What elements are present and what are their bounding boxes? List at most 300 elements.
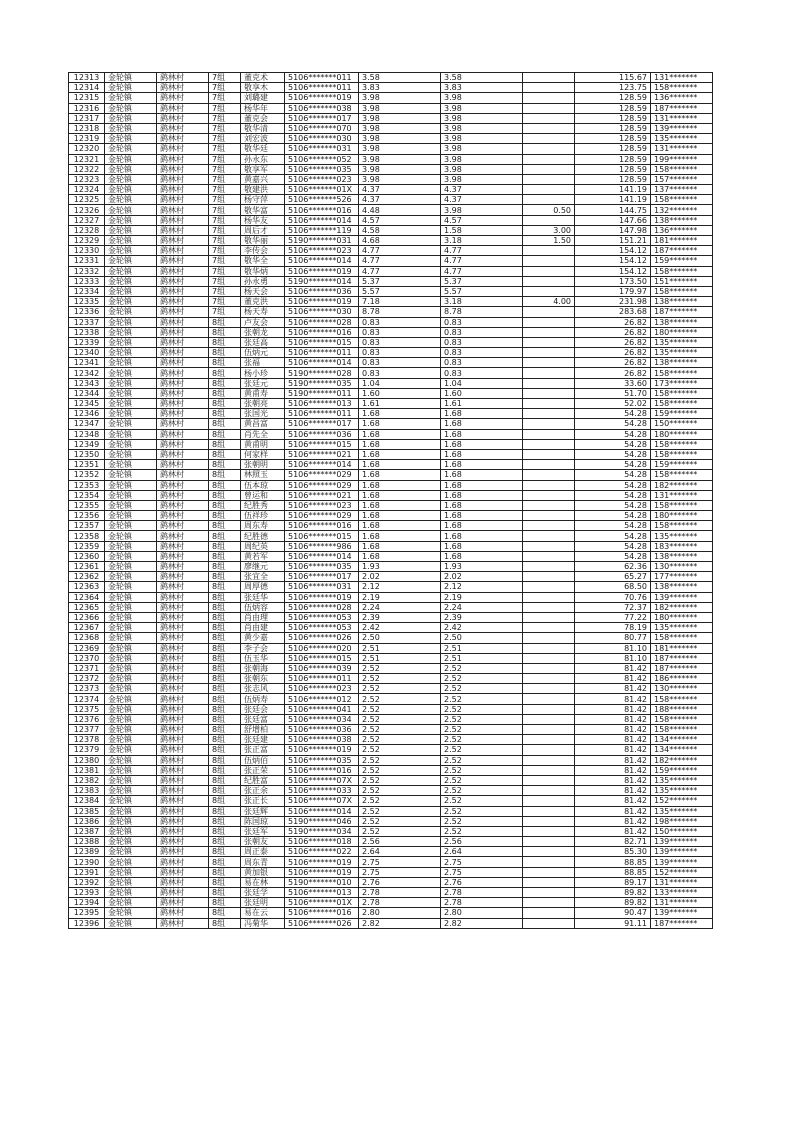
value-a-cell: 4.37 <box>441 195 523 205</box>
town-cell: 金轮镇 <box>105 816 157 826</box>
name-cell: 黄昌富 <box>241 419 285 429</box>
value-total-cell: 2.52 <box>359 714 441 724</box>
value-a-cell: 5.57 <box>441 286 523 296</box>
village-cell: 鹞林村 <box>157 205 209 215</box>
name-cell: 杨华年 <box>241 103 285 113</box>
town-cell: 金轮镇 <box>105 246 157 256</box>
row-number-cell: 12345 <box>69 399 105 409</box>
village-cell: 鹞林村 <box>157 307 209 317</box>
value-a-cell: 3.18 <box>441 297 523 307</box>
table-body <box>69 73 713 929</box>
row-number-cell: 12382 <box>69 775 105 785</box>
value-total-cell: 2.52 <box>359 796 441 806</box>
name-cell: 黄嘉兴 <box>241 174 285 184</box>
name-cell: 肖由建 <box>241 623 285 633</box>
id-number-cell: 5106*******07X <box>285 796 359 806</box>
group-cell: 8组 <box>209 388 241 398</box>
village-cell: 鹞林村 <box>157 786 209 796</box>
table-row <box>69 531 713 541</box>
group-cell: 8组 <box>209 409 241 419</box>
name-cell: 孙永东 <box>241 154 285 164</box>
amount-cell: 81.10 <box>575 653 651 663</box>
value-b-cell <box>523 490 575 500</box>
value-total-cell: 0.83 <box>359 327 441 337</box>
phone-cell: 135******* <box>651 337 713 347</box>
table-row <box>69 674 713 684</box>
village-cell: 鹞林村 <box>157 888 209 898</box>
table-row <box>69 123 713 133</box>
table-row <box>69 888 713 898</box>
value-total-cell: 4.77 <box>359 266 441 276</box>
table-row <box>69 918 713 928</box>
value-a-cell: 1.04 <box>441 378 523 388</box>
value-a-cell: 3.98 <box>441 144 523 154</box>
id-number-cell: 5106*******023 <box>285 246 359 256</box>
town-cell: 金轮镇 <box>105 602 157 612</box>
town-cell: 金轮镇 <box>105 266 157 276</box>
town-cell: 金轮镇 <box>105 775 157 785</box>
id-number-cell: 5106*******011 <box>285 83 359 93</box>
row-number-cell: 12332 <box>69 266 105 276</box>
table-row <box>69 266 713 276</box>
village-cell: 鹞林村 <box>157 225 209 235</box>
village-cell: 鹞林村 <box>157 684 209 694</box>
phone-cell: 135******* <box>651 623 713 633</box>
table-row <box>69 236 713 246</box>
town-cell: 金轮镇 <box>105 643 157 653</box>
group-cell: 7组 <box>209 123 241 133</box>
value-a-cell: 1.68 <box>441 409 523 419</box>
row-number-cell: 12366 <box>69 612 105 622</box>
amount-cell: 144.75 <box>575 205 651 215</box>
value-b-cell <box>523 511 575 521</box>
group-cell: 8组 <box>209 786 241 796</box>
phone-cell: 158******* <box>651 694 713 704</box>
value-b-cell <box>523 266 575 276</box>
value-b-cell <box>523 918 575 928</box>
village-cell: 鹞林村 <box>157 195 209 205</box>
group-cell: 8组 <box>209 633 241 643</box>
id-number-cell: 5106*******016 <box>285 327 359 337</box>
id-number-cell: 5106*******033 <box>285 786 359 796</box>
row-number-cell: 12330 <box>69 246 105 256</box>
id-number-cell: 5190*******034 <box>285 826 359 836</box>
table-row <box>69 500 713 510</box>
value-total-cell: 3.83 <box>359 83 441 93</box>
village-cell: 鹞林村 <box>157 154 209 164</box>
id-number-cell: 5190*******031 <box>285 236 359 246</box>
amount-cell: 89.17 <box>575 877 651 887</box>
phone-cell: 139******* <box>651 592 713 602</box>
value-a-cell: 2.19 <box>441 592 523 602</box>
table-row <box>69 643 713 653</box>
table-row <box>69 449 713 459</box>
row-number-cell: 12338 <box>69 327 105 337</box>
amount-cell: 81.42 <box>575 755 651 765</box>
village-cell: 鹞林村 <box>157 317 209 327</box>
amount-cell: 115.67 <box>575 73 651 83</box>
value-a-cell: 1.68 <box>441 439 523 449</box>
value-a-cell: 1.61 <box>441 399 523 409</box>
village-cell: 鹞林村 <box>157 460 209 470</box>
name-cell: 敬享军 <box>241 164 285 174</box>
name-cell: 刘璐建 <box>241 93 285 103</box>
value-b-cell <box>523 775 575 785</box>
row-number-cell: 12355 <box>69 500 105 510</box>
town-cell: 金轮镇 <box>105 908 157 918</box>
table-row <box>69 388 713 398</box>
row-number-cell: 12359 <box>69 541 105 551</box>
village-cell: 鹞林村 <box>157 602 209 612</box>
id-number-cell: 5106*******119 <box>285 225 359 235</box>
id-number-cell: 5106*******031 <box>285 582 359 592</box>
table-row <box>69 511 713 521</box>
table-row <box>69 725 713 735</box>
phone-cell: 182******* <box>651 480 713 490</box>
id-number-cell: 5106*******028 <box>285 602 359 612</box>
id-number-cell: 5106*******526 <box>285 195 359 205</box>
table-row <box>69 103 713 113</box>
village-cell: 鹞林村 <box>157 174 209 184</box>
name-cell: 陈国琼 <box>241 816 285 826</box>
row-number-cell: 12347 <box>69 419 105 429</box>
value-total-cell: 2.52 <box>359 704 441 714</box>
id-number-cell: 5106*******019 <box>285 266 359 276</box>
id-number-cell: 5106*******986 <box>285 541 359 551</box>
value-a-cell: 2.52 <box>441 826 523 836</box>
table-row <box>69 399 713 409</box>
id-number-cell: 5106*******035 <box>285 562 359 572</box>
id-number-cell: 5106*******041 <box>285 704 359 714</box>
table-row <box>69 694 713 704</box>
group-cell: 8组 <box>209 877 241 887</box>
amount-cell: 88.85 <box>575 857 651 867</box>
row-number-cell: 12373 <box>69 684 105 694</box>
village-cell: 鹞林村 <box>157 511 209 521</box>
amount-cell: 81.10 <box>575 643 651 653</box>
id-number-cell: 5190*******028 <box>285 368 359 378</box>
amount-cell: 81.42 <box>575 796 651 806</box>
village-cell: 鹞林村 <box>157 449 209 459</box>
table-row <box>69 847 713 857</box>
phone-cell: 187******* <box>651 653 713 663</box>
town-cell: 金轮镇 <box>105 694 157 704</box>
amount-cell: 62.36 <box>575 562 651 572</box>
table-row <box>69 337 713 347</box>
value-a-cell: 2.52 <box>441 704 523 714</box>
group-cell: 8组 <box>209 796 241 806</box>
name-cell: 董克会 <box>241 113 285 123</box>
row-number-cell: 12316 <box>69 103 105 113</box>
amount-cell: 283.68 <box>575 307 651 317</box>
amount-cell: 128.59 <box>575 154 651 164</box>
name-cell: 杨华友 <box>241 215 285 225</box>
name-cell: 肖先全 <box>241 429 285 439</box>
row-number-cell: 12353 <box>69 480 105 490</box>
row-number-cell: 12348 <box>69 429 105 439</box>
town-cell: 金轮镇 <box>105 123 157 133</box>
id-number-cell: 5106*******029 <box>285 480 359 490</box>
group-cell: 7组 <box>209 103 241 113</box>
name-cell: 冯菊华 <box>241 918 285 928</box>
group-cell: 8组 <box>209 551 241 561</box>
village-cell: 鹞林村 <box>157 368 209 378</box>
amount-cell: 128.59 <box>575 113 651 123</box>
name-cell: 张正荣 <box>241 765 285 775</box>
value-a-cell: 2.52 <box>441 735 523 745</box>
value-a-cell: 3.98 <box>441 164 523 174</box>
id-number-cell: 5106*******019 <box>285 592 359 602</box>
id-number-cell: 5106*******028 <box>285 317 359 327</box>
row-number-cell: 12384 <box>69 796 105 806</box>
amount-cell: 81.42 <box>575 826 651 836</box>
value-b-cell <box>523 888 575 898</box>
table-row <box>69 521 713 531</box>
group-cell: 7组 <box>209 215 241 225</box>
value-b-cell <box>523 725 575 735</box>
id-number-cell: 5106*******053 <box>285 612 359 622</box>
row-number-cell: 12352 <box>69 470 105 480</box>
row-number-cell: 12354 <box>69 490 105 500</box>
value-total-cell: 1.68 <box>359 449 441 459</box>
value-b-cell: 4.00 <box>523 297 575 307</box>
name-cell: 董克术 <box>241 73 285 83</box>
id-number-cell: 5106*******039 <box>285 663 359 673</box>
phone-cell: 159******* <box>651 460 713 470</box>
value-total-cell: 1.60 <box>359 388 441 398</box>
amount-cell: 88.85 <box>575 867 651 877</box>
value-a-cell: 2.52 <box>441 755 523 765</box>
value-a-cell: 1.68 <box>441 460 523 470</box>
village-cell: 鹞林村 <box>157 847 209 857</box>
value-total-cell: 4.37 <box>359 185 441 195</box>
value-total-cell: 2.52 <box>359 806 441 816</box>
phone-cell: 158******* <box>651 725 713 735</box>
name-cell: 黄若军 <box>241 551 285 561</box>
id-number-cell: 5106*******011 <box>285 409 359 419</box>
name-cell: 张正余 <box>241 786 285 796</box>
village-cell: 鹞林村 <box>157 73 209 83</box>
village-cell: 鹞林村 <box>157 908 209 918</box>
value-total-cell: 2.52 <box>359 755 441 765</box>
group-cell: 8组 <box>209 623 241 633</box>
group-cell: 7组 <box>209 93 241 103</box>
id-number-cell: 5106*******018 <box>285 837 359 847</box>
phone-cell: 135******* <box>651 531 713 541</box>
village-cell: 鹞林村 <box>157 429 209 439</box>
phone-cell: 158******* <box>651 633 713 643</box>
group-cell: 7组 <box>209 113 241 123</box>
town-cell: 金轮镇 <box>105 470 157 480</box>
value-b-cell <box>523 714 575 724</box>
value-a-cell: 1.68 <box>441 419 523 429</box>
value-b-cell <box>523 429 575 439</box>
group-cell: 7组 <box>209 174 241 184</box>
phone-cell: 139******* <box>651 908 713 918</box>
id-number-cell: 5106*******026 <box>285 918 359 928</box>
value-a-cell: 2.80 <box>441 908 523 918</box>
row-number-cell: 12358 <box>69 531 105 541</box>
group-cell: 7组 <box>209 83 241 93</box>
name-cell: 黄少嘉 <box>241 633 285 643</box>
amount-cell: 81.42 <box>575 786 651 796</box>
amount-cell: 54.28 <box>575 409 651 419</box>
value-a-cell: 1.68 <box>441 480 523 490</box>
name-cell: 廖继元 <box>241 562 285 572</box>
value-a-cell: 2.52 <box>441 674 523 684</box>
value-total-cell: 2.56 <box>359 837 441 847</box>
value-a-cell: 2.52 <box>441 694 523 704</box>
value-b-cell <box>523 531 575 541</box>
row-number-cell: 12317 <box>69 113 105 123</box>
value-total-cell: 4.37 <box>359 195 441 205</box>
name-cell: 易在林 <box>241 877 285 887</box>
phone-cell: 158******* <box>651 470 713 480</box>
value-a-cell: 1.68 <box>441 470 523 480</box>
row-number-cell: 12344 <box>69 388 105 398</box>
village-cell: 鹞林村 <box>157 643 209 653</box>
table-row <box>69 317 713 327</box>
value-a-cell: 2.64 <box>441 847 523 857</box>
row-number-cell: 12387 <box>69 826 105 836</box>
amount-cell: 54.28 <box>575 470 651 480</box>
town-cell: 金轮镇 <box>105 307 157 317</box>
town-cell: 金轮镇 <box>105 786 157 796</box>
value-a-cell: 3.98 <box>441 123 523 133</box>
phone-cell: 132******* <box>651 205 713 215</box>
value-b-cell <box>523 765 575 775</box>
village-cell: 鹞林村 <box>157 164 209 174</box>
value-a-cell: 2.02 <box>441 572 523 582</box>
name-cell: 易在云 <box>241 908 285 918</box>
amount-cell: 81.42 <box>575 694 651 704</box>
phone-cell: 138******* <box>651 297 713 307</box>
name-cell: 张廷元 <box>241 378 285 388</box>
value-b-cell <box>523 123 575 133</box>
value-a-cell: 2.75 <box>441 867 523 877</box>
table-row <box>69 297 713 307</box>
value-a-cell: 3.58 <box>441 73 523 83</box>
village-cell: 鹞林村 <box>157 236 209 246</box>
amount-cell: 81.42 <box>575 765 651 775</box>
table-row <box>69 276 713 286</box>
value-total-cell: 2.78 <box>359 898 441 908</box>
value-total-cell: 1.68 <box>359 480 441 490</box>
town-cell: 金轮镇 <box>105 134 157 144</box>
phone-cell: 131******* <box>651 144 713 154</box>
phone-cell: 135******* <box>651 806 713 816</box>
value-b-cell <box>523 134 575 144</box>
town-cell: 金轮镇 <box>105 572 157 582</box>
value-total-cell: 1.68 <box>359 500 441 510</box>
table-row <box>69 663 713 673</box>
id-number-cell: 5106*******019 <box>285 93 359 103</box>
phone-cell: 187******* <box>651 307 713 317</box>
value-a-cell: 0.83 <box>441 327 523 337</box>
amount-cell: 128.59 <box>575 144 651 154</box>
village-cell: 鹞林村 <box>157 714 209 724</box>
id-number-cell: 5106*******034 <box>285 714 359 724</box>
row-number-cell: 12320 <box>69 144 105 154</box>
value-a-cell: 1.58 <box>441 225 523 235</box>
value-b-cell <box>523 653 575 663</box>
row-number-cell: 12389 <box>69 847 105 857</box>
name-cell: 张廷华 <box>241 592 285 602</box>
row-number-cell: 12334 <box>69 286 105 296</box>
town-cell: 金轮镇 <box>105 918 157 928</box>
name-cell: 张国光 <box>241 409 285 419</box>
phone-cell: 138******* <box>651 551 713 561</box>
value-b-cell <box>523 694 575 704</box>
group-cell: 8组 <box>209 816 241 826</box>
phone-cell: 187******* <box>651 246 713 256</box>
value-b-cell <box>523 592 575 602</box>
name-cell: 周纪英 <box>241 541 285 551</box>
id-number-cell: 5106*******017 <box>285 572 359 582</box>
phone-cell: 138******* <box>651 317 713 327</box>
name-cell: 杨天寿 <box>241 307 285 317</box>
amount-cell: 128.59 <box>575 93 651 103</box>
value-a-cell: 3.98 <box>441 93 523 103</box>
value-total-cell: 0.83 <box>359 348 441 358</box>
village-cell: 鹞林村 <box>157 877 209 887</box>
phone-cell: 136******* <box>651 93 713 103</box>
amount-cell: 54.28 <box>575 439 651 449</box>
amount-cell: 89.82 <box>575 898 651 908</box>
value-b-cell <box>523 419 575 429</box>
value-b-cell <box>523 908 575 918</box>
amount-cell: 65.27 <box>575 572 651 582</box>
phone-cell: 180******* <box>651 429 713 439</box>
row-number-cell: 12323 <box>69 174 105 184</box>
id-number-cell: 5106*******030 <box>285 134 359 144</box>
value-total-cell: 2.02 <box>359 572 441 582</box>
town-cell: 金轮镇 <box>105 93 157 103</box>
row-number-cell: 12337 <box>69 317 105 327</box>
amount-cell: 81.42 <box>575 735 651 745</box>
group-cell: 8组 <box>209 898 241 908</box>
amount-cell: 78.19 <box>575 623 651 633</box>
id-number-cell: 5106*******013 <box>285 399 359 409</box>
table-row <box>69 582 713 592</box>
id-number-cell: 5106*******023 <box>285 684 359 694</box>
amount-cell: 54.28 <box>575 449 651 459</box>
value-total-cell: 2.24 <box>359 602 441 612</box>
name-cell: 黄加银 <box>241 867 285 877</box>
group-cell: 8组 <box>209 419 241 429</box>
value-b-cell <box>523 113 575 123</box>
table-row <box>69 429 713 439</box>
data-table <box>68 72 713 929</box>
village-cell: 鹞林村 <box>157 93 209 103</box>
name-cell: 杨小珍 <box>241 368 285 378</box>
town-cell: 金轮镇 <box>105 103 157 113</box>
value-a-cell: 3.98 <box>441 103 523 113</box>
id-number-cell: 5106*******016 <box>285 205 359 215</box>
table-row <box>69 368 713 378</box>
group-cell: 7组 <box>209 185 241 195</box>
value-a-cell: 4.77 <box>441 246 523 256</box>
value-a-cell: 2.52 <box>441 745 523 755</box>
table-row <box>69 572 713 582</box>
value-a-cell: 1.68 <box>441 429 523 439</box>
town-cell: 金轮镇 <box>105 297 157 307</box>
value-b-cell <box>523 582 575 592</box>
village-cell: 鹞林村 <box>157 572 209 582</box>
row-number-cell: 12324 <box>69 185 105 195</box>
value-total-cell: 3.98 <box>359 174 441 184</box>
name-cell: 伍炳元 <box>241 348 285 358</box>
